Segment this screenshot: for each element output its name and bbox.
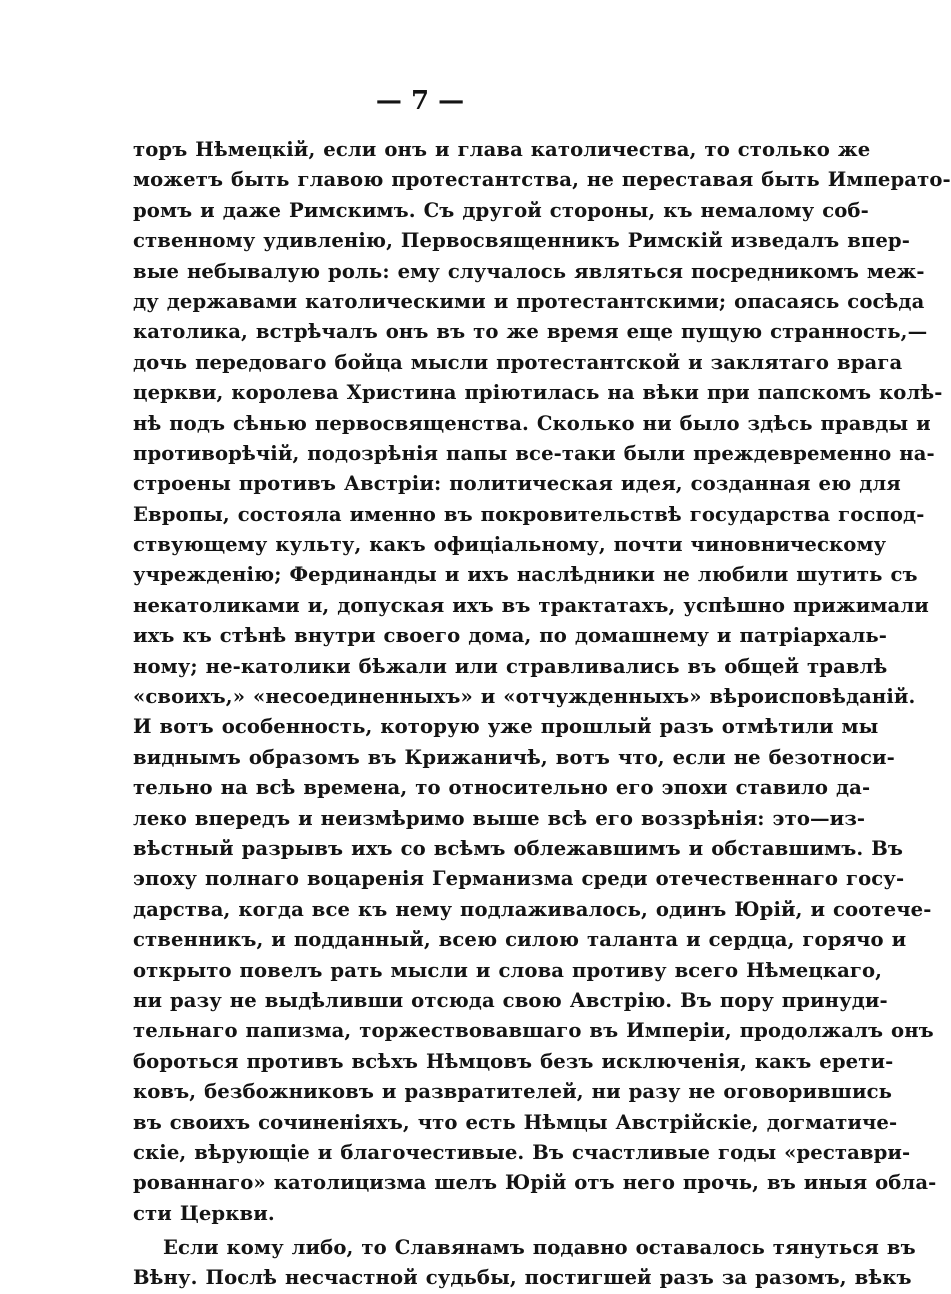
text-line: ковъ, безбожниковъ и развратителей, ни разу не оговорившись <box>133 1080 893 1104</box>
text-line: Вѣну. Послѣ несчастной судьбы, постигшей разъ за разомъ, вѣкъ <box>133 1266 912 1290</box>
text-line: тельнаго папизма, торжествовавшаго въ Имперіи, продолжалъ онъ <box>133 1019 934 1043</box>
text-line: дарства, когда все къ нему подлаживалось, одинъ Юрій, и соотече- <box>133 897 932 921</box>
text-line: торъ Нѣмецкій, если онъ и глава католичества, то столько же <box>133 138 871 161</box>
text-line: виднымъ образомъ въ Крижаничѣ, вотъ что, если не безотноси- <box>133 745 895 769</box>
text-line: ственному удивленію, Первосвященникъ Римскій изведалъ впер- <box>133 229 910 253</box>
text-line: учрежденію; Фердинанды и ихъ наслѣдники не любили шутить съ <box>133 563 918 587</box>
paragraph <box>133 1233 916 1294</box>
text-line: противорѣчій, подозрѣнія папы все-таки были преждевременно на- <box>133 441 935 465</box>
text-line: нѣ подъ сѣнью первосвященства. Сколько ни было здѣсь правды и <box>133 411 931 435</box>
text-line: ромъ и даже Римскимъ. Съ другой стороны, къ немалому соб- <box>133 198 869 222</box>
text-line: леко впередъ и неизмѣримо выше всѣ его воззрѣнія: это—из- <box>133 806 866 830</box>
page-number: — 7 — <box>375 86 465 116</box>
text-line: сти Церкви. <box>133 1201 275 1225</box>
text-line: ствующему культу, какъ офиціальному, почти чиновническому <box>133 533 887 557</box>
text-line: некатоликами и, допуская ихъ въ трактатахъ, успѣшно прижимали <box>133 593 929 617</box>
text-line: эпоху полнаго воцаренія Германизма среди отечественнаго госу- <box>133 867 905 891</box>
text-line: ду державами католическими и протестантскими; опасаясь сосѣда <box>133 289 925 313</box>
text-line: Европы, состояла именно въ покровительствѣ государства господ- <box>133 502 925 526</box>
text-line: Если кому либо, то Славянамъ подавно оставалось тянуться въ <box>163 1236 916 1260</box>
text-line: рованнаго» католицизма шелъ Юрій отъ него прочь, въ иныя обла- <box>133 1171 937 1195</box>
text-line: церкви, королева Христина пріютилась на вѣки при папскомъ колѣ- <box>133 381 943 405</box>
text-line: открыто повелъ рать мысли и слова противу всего Нѣмецкаго, <box>133 958 883 982</box>
text-line: тельно на всѣ времена, то относительно его эпохи ставило да- <box>133 776 871 800</box>
paragraph <box>133 135 951 1229</box>
text-line: вѣстный разрывъ ихъ со всѣмъ облежавшимъ и обставшимъ. Въ <box>133 836 904 860</box>
text-line: И вотъ особенность, которую уже прошлый разъ отмѣтили мы <box>133 715 879 739</box>
text-line: католика, встрѣчалъ онъ въ то же время еще пущую странность,— <box>133 320 928 344</box>
text-line: можетъ быть главою протестантства, не переставая быть Императо- <box>133 168 951 192</box>
text-line: ственникъ, и подданный, всею силою таланта и сердца, горячо и <box>133 928 907 952</box>
text-line: «своихъ,» «несоединенныхъ» и «отчужденныхъ» вѣроисповѣданій. <box>133 685 916 709</box>
text-line: въ своихъ сочиненіяхъ, что есть Нѣмцы Австрійскіе, догматиче- <box>133 1110 898 1134</box>
text-line: ни разу не выдѣливши отсюда свою Австрію. Въ пору принуди- <box>133 988 888 1012</box>
text-line: ному; не-католики бѣжали или стравливались въ общей травлѣ <box>133 654 888 678</box>
body-text <box>133 135 951 1294</box>
text-line: ихъ къ стѣнѣ внутри своего дома, по домашнему и патріархаль- <box>133 624 888 648</box>
text-line: бороться противъ всѣхъ Нѣмцовъ безъ исключенія, какъ ерети- <box>133 1049 894 1073</box>
text-line: скіе, вѣрующіе и благочестивые. Въ счастливые годы «реставри- <box>133 1140 911 1164</box>
text-line: вые небывалую роль: ему случалось являться посредникомъ меж- <box>133 259 925 283</box>
text-line: дочь передоваго бойца мысли протестантской и заклятаго врага <box>133 350 903 374</box>
text-line: строены противъ Австріи: политическая идея, созданная ею для <box>133 472 901 496</box>
